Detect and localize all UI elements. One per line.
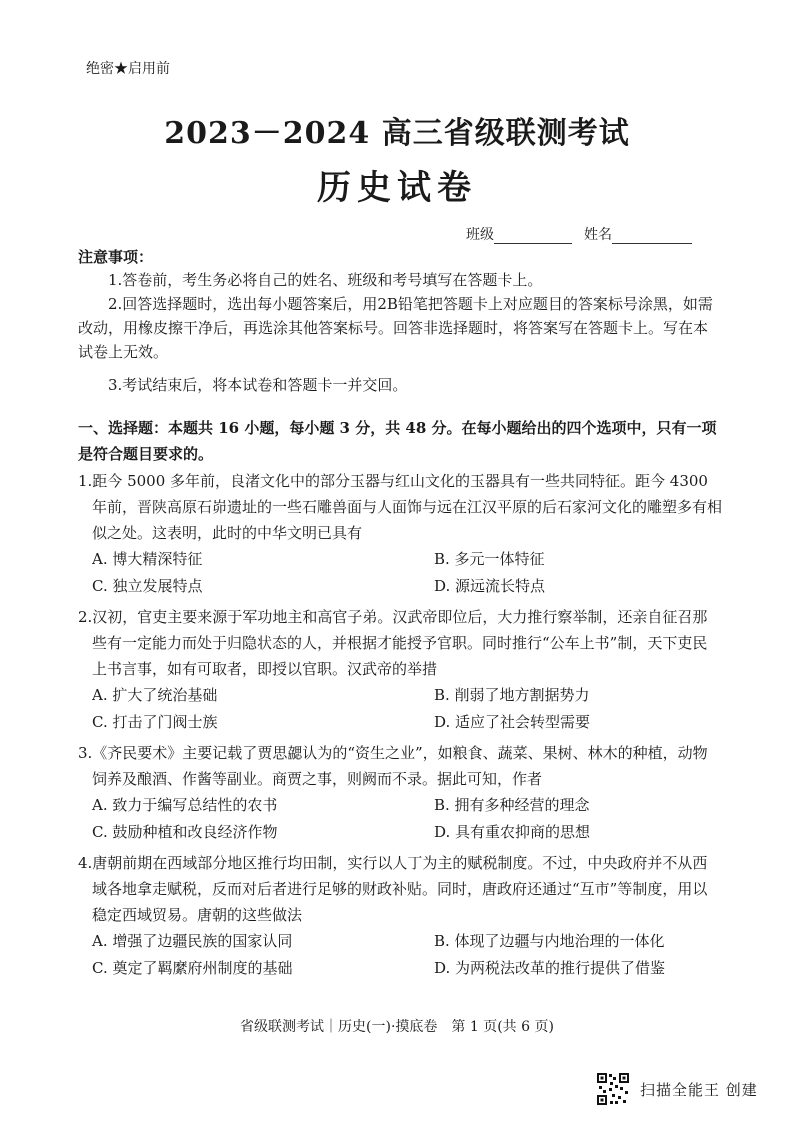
- name-field: [584, 224, 692, 244]
- name-blank: [612, 229, 692, 244]
- option-a: A. 扩大了统治基础: [92, 686, 218, 704]
- option-d: D. 为两税法改革的推行提供了借鉴: [434, 959, 666, 977]
- page-footer: 省级联测考试｜历史(一)·摸底卷 第 1 页(共 6 页): [240, 1019, 554, 1035]
- question-options: [78, 682, 722, 736]
- note-item: 2.回答选择题时，选出每小题答案后，用2B铅笔把答题卡上对应题目的答案标号涂黑，如需改动，用橡皮擦干净后，再选涂其他答案标号。回答非选择题时，将答案写在答题卡上。写在本试卷上无效。: [78, 295, 713, 361]
- option-a: A. 博大精深特征: [92, 550, 203, 568]
- exam-title: 2023－2024 高三省级联测考试: [164, 116, 630, 151]
- name-label: 姓名: [584, 227, 612, 243]
- class-blank: [494, 229, 572, 244]
- option-d: D. 源远流长特点: [434, 577, 546, 595]
- question-4: [78, 850, 722, 982]
- option-a: A. 增强了边疆民族的国家认同: [92, 932, 293, 950]
- question-stem: 4.唐朝前期在西域部分地区推行均田制，实行以人丁为主的赋税制度。不过，中央政府并不从西域各地拿走赋税，反而对后者进行足够的财政补贴。同时，唐政府还通过“互市”等制度，用以稳定西域贸易。唐朝的这些做法: [78, 854, 708, 924]
- question-stem: 3.《齐民要术》主要记载了贾思勰认为的“资生之业”，如粮食、蔬菜、果树、林木的种植，动物饲养及酿酒、作酱等副业。商贾之事，则阙而不录。据此可知，作者: [78, 744, 708, 788]
- question-options: [78, 546, 722, 600]
- scanner-text: 扫描全能王 创建: [640, 1080, 758, 1099]
- note-item: 1.答卷前，考生务必将自己的姓名、班级和考号填写在答题卡上。: [108, 271, 543, 289]
- confidential-label: 绝密★启用前: [86, 61, 170, 77]
- option-d: D. 适应了社会转型需要: [434, 713, 591, 731]
- question-1: [78, 468, 722, 600]
- option-b: B. 体现了边疆与内地治理的一体化: [434, 932, 665, 950]
- option-b: B. 多元一体特征: [434, 550, 545, 568]
- student-info-fields: [466, 224, 692, 244]
- question-2: [78, 604, 722, 736]
- class-field: [466, 224, 572, 244]
- option-c: C. 奠定了羁縻府州制度的基础: [92, 959, 293, 977]
- notes-title: 注意事项：: [78, 248, 154, 266]
- option-d: D. 具有重农抑商的思想: [434, 823, 591, 841]
- class-label: 班级: [466, 227, 494, 243]
- exam-subtitle: 历史试卷: [317, 168, 477, 208]
- option-b: B. 削弱了地方割据势力: [434, 686, 590, 704]
- option-b: B. 拥有多种经营的理念: [434, 796, 590, 814]
- option-c: C. 独立发展特点: [92, 577, 203, 595]
- option-c: C. 打击了门阀士族: [92, 713, 218, 731]
- question-3: [78, 740, 722, 846]
- scanner-watermark: [596, 1072, 758, 1106]
- question-stem: 1.距今 5000 多年前，良渚文化中的部分玉器与红山文化的玉器具有一些共同特征。距今 4300 年前，晋陕高原石峁遗址的一些石雕兽面与人面饰与远在江汉平原的后石家河文化的雕塑多有相似之处。这表明，此时的中华文明已具有: [78, 472, 723, 542]
- question-options: [78, 792, 722, 846]
- qr-code-icon: [596, 1072, 630, 1106]
- note-item: 3.考试结束后，将本试卷和答题卡一并交回。: [108, 376, 408, 394]
- option-a: A. 致力于编写总结性的农书: [92, 796, 278, 814]
- section-heading: 一、选择题：本题共 16 小题，每小题 3 分，共 48 分。在每小题给出的四个选项中，只有一项是符合题目要求的。: [78, 419, 717, 463]
- question-options: [78, 928, 722, 982]
- question-stem: 2.汉初，官吏主要来源于军功地主和高官子弟。汉武帝即位后，大力推行察举制，还亲自征召那些有一定能力而处于归隐状态的人，并根据才能授予官职。同时推行“公车上书”制，天下吏民上书言事，如有可取者，即授以官职。汉武帝的举措: [78, 608, 708, 678]
- option-c: C. 鼓励种植和改良经济作物: [92, 823, 278, 841]
